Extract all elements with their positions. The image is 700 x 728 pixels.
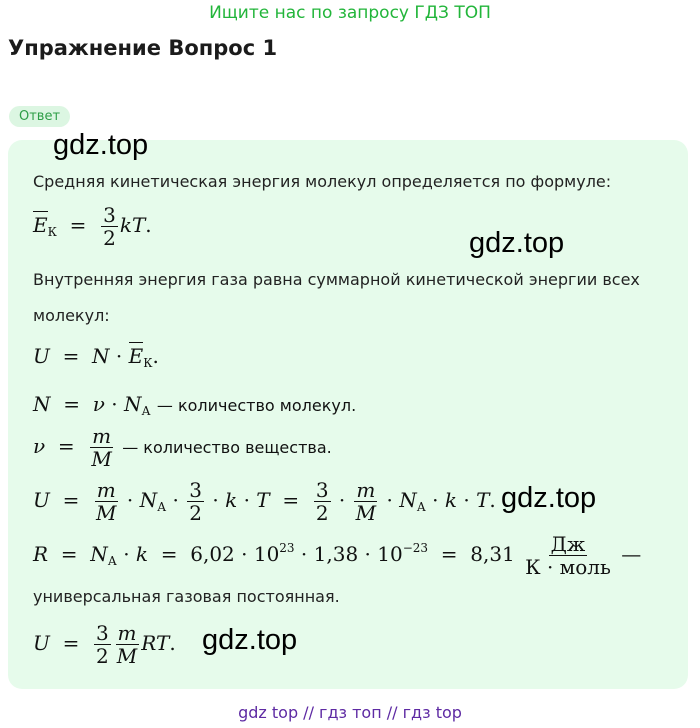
- formula-gas-constant: $R = N_А \cdot k = 6,02 \cdot 10^{23} \cdot 1,38 \cdot 10^{-23} = 8,31$ $\frac{Дж}{\text{К · моль}}$ —: [33, 532, 642, 579]
- footer-links[interactable]: gdz top // гдз топ // гдз top: [238, 703, 462, 722]
- formula-note: — количество вещества.: [122, 438, 332, 457]
- formula-internal-energy-final: U = $\frac{3}{2}$ $\frac{m}{M}$ RT.: [33, 621, 176, 668]
- watermark: gdz.top: [202, 624, 298, 656]
- answer-badge: Ответ: [9, 106, 70, 127]
- text-line: Внутренняя энергия газа равна суммарной кинетической энергии всех: [33, 270, 640, 289]
- text-line: молекул:: [33, 306, 110, 325]
- watermark: gdz.top: [501, 482, 597, 514]
- watermark: gdz.top: [469, 227, 565, 259]
- formula-internal-energy: $U = N \cdot E_К$.: [33, 344, 159, 370]
- formula-note: — количество молекул.: [156, 396, 357, 415]
- text-line: универсальная газовая постоянная.: [33, 587, 340, 606]
- formula-molecule-count: $N = \nu \cdot N_А$ — количество молекул.: [33, 392, 357, 418]
- formula-substance-amount: ν = $\frac{m}{M}$ — количество вещества.: [33, 424, 332, 471]
- formula-mean-energy: $E_К$ = $\frac{3}{2}$ kT.: [33, 203, 152, 250]
- watermark: gdz.top: [53, 129, 149, 161]
- page-title: Упражнение Вопрос 1: [8, 36, 278, 60]
- formula-internal-energy-expanded: U = $\frac{m}{M}$ · $N_А$ · $\frac{3}{2}$ · k · T = $\frac{3}{2}$ · $\frac{m}{M}$ · $N_А \cdot k \cdot T$.: [33, 478, 496, 525]
- text-line: Средняя кинетическая энергия молекул определяется по формуле:: [33, 172, 612, 191]
- search-hint-banner: Ищите нас по запросу ГДЗ ТОП: [209, 3, 491, 23]
